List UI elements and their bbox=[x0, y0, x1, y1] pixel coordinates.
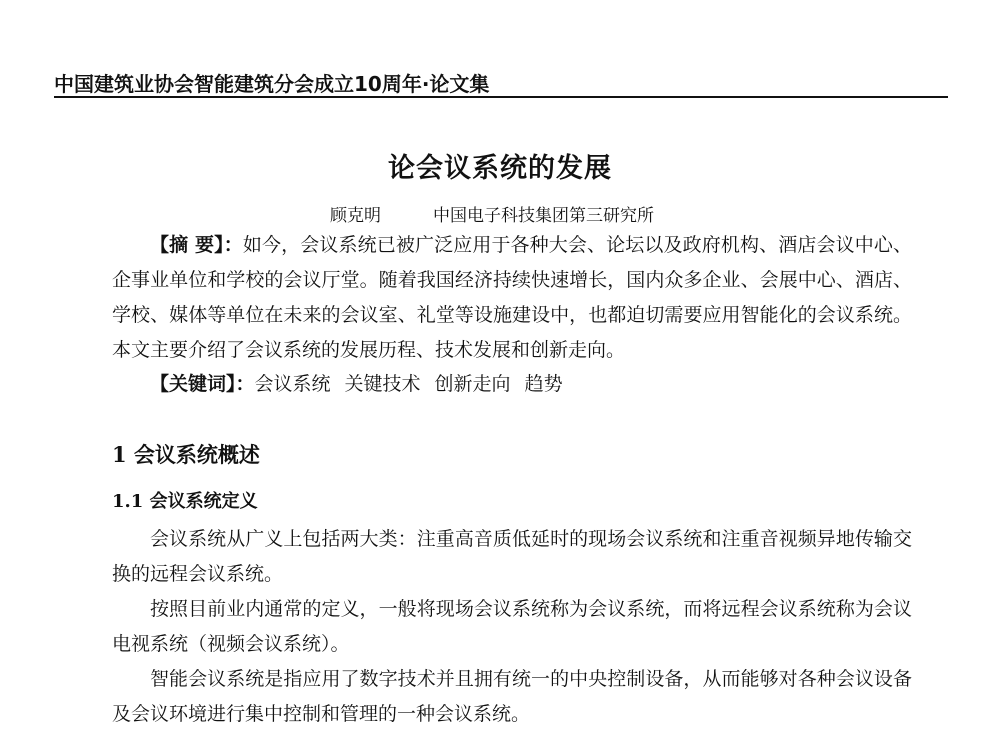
abstract-text: 如今，会议系统已被广泛应用于各种大会、论坛以及政府机构、酒店会议中心、企事业单位和学校的会议厅堂。随着我国经济持续快速增长，国内众多企业、会展中心、酒店、学校、媒体等单位在未来的会议室、礼堂等设施建设中，也都迫切需要应用智能化的会议系统。本文主要介绍了会议系统的发展历程、技术发展和创新走向。 bbox=[112, 234, 912, 361]
abstract-label: 【摘 要】： bbox=[150, 234, 243, 256]
keyword-item: 关键技术 bbox=[344, 373, 421, 395]
byline bbox=[330, 201, 654, 226]
header-rule bbox=[54, 96, 948, 98]
abstract bbox=[112, 228, 912, 368]
body-paragraph: 按照目前业内通常的定义，一般将现场会议系统称为会议系统，而将远程会议系统称为会议电视系统（视频会议系统）。 bbox=[112, 598, 912, 655]
keywords bbox=[112, 367, 912, 402]
subsection-heading: 1.1 会议系统定义 bbox=[112, 491, 258, 512]
body-paragraph: 会议系统从广义上包括两大类：注重高音质低延时的现场会议系统和注重音视频异地传输交换的远程会议系统。 bbox=[112, 528, 912, 585]
section-heading: 1 会议系统概述 bbox=[112, 442, 260, 467]
author-affiliation: 中国电子科技集团第三研究所 bbox=[433, 206, 654, 226]
body-paragraph: 智能会议系统是指应用了数字技术并且拥有统一的中央控制设备，从而能够对各种会议设备及会议环境进行集中控制和管理的一种会议系统。 bbox=[112, 668, 912, 725]
keyword-item: 会议系统 bbox=[254, 373, 331, 395]
keyword-item: 创新走向 bbox=[434, 373, 511, 395]
keywords-label: 【关键词】： bbox=[150, 373, 255, 395]
running-header: 中国建筑业协会智能建筑分会成立10周年·论文集 bbox=[54, 72, 490, 96]
author-name: 顾克明 bbox=[330, 206, 381, 226]
keyword-item: 趋势 bbox=[524, 373, 563, 395]
paper-title: 论会议系统的发展 bbox=[388, 153, 612, 184]
